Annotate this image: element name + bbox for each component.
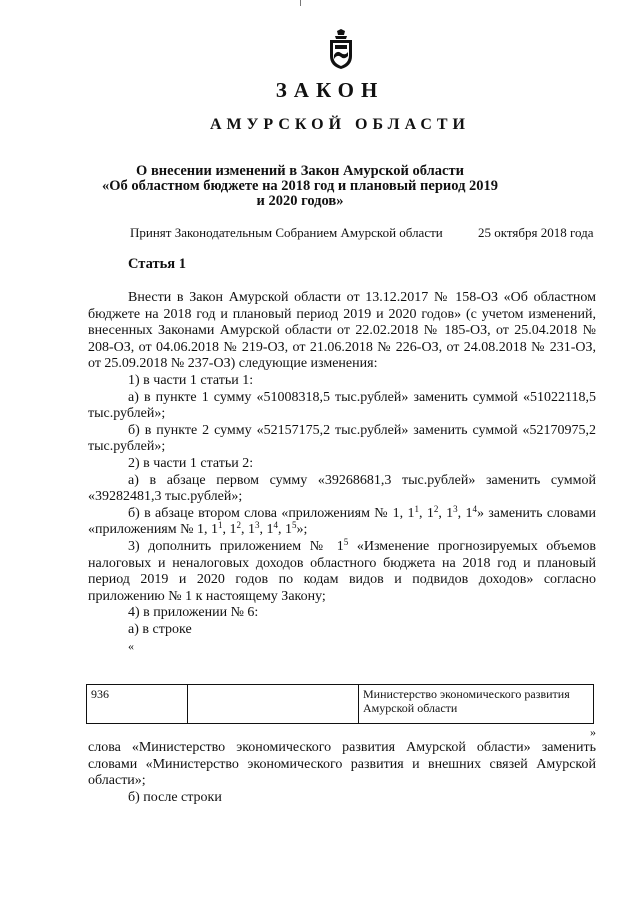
item-4a: а) в строке	[128, 621, 192, 637]
item-1a: а) в пункте 1 сумму «51008318,5 тыс.рублей» заменить суммой «51022118,5 тыс.рублей»;	[88, 389, 596, 422]
table-row	[87, 685, 594, 724]
item-3: 3) дополнить приложением № $1^5$ «Изменение прогнозируемых объемов налоговых и неналоговых доходов областного бюджета на 2018 год и плановый период 2019 и 2020 годов по кодам видов и подвидов доходов» согласно приложению № 1 к настоящему Закону;	[88, 536, 596, 604]
row-name: Министерство экономического развития Амурской области	[359, 685, 594, 724]
article-heading: Статья 1	[128, 256, 186, 272]
item-2b: б) в абзаце втором слова «приложениям № 1, $1^1$, $1^2$, $1^3$, $1^4$» заменить словами «приложениям № 1, $1^1$, $1^2$, $1^3$, $1^4$, $1^5$»;	[88, 503, 597, 538]
item-2: 2) в части 1 статьи 2:	[128, 455, 254, 471]
subject-line-2: «Об областном бюджете на 2018 год и плановый период 2019 и 2020 годов»	[101, 178, 499, 209]
coat-of-arms-icon	[326, 28, 356, 70]
adopted-date: 25 октября 2018 года	[478, 225, 594, 240]
quote-close-line	[88, 724, 596, 742]
region-title: АМУРСКОЙ ОБЛАСТИ	[210, 116, 470, 133]
adopted-by: Принят Законодательным Собранием Амурской области	[130, 225, 443, 240]
row-code: 936	[87, 685, 188, 724]
quote-close: »	[590, 725, 596, 739]
item-1: 1) в части 1 статьи 1:	[128, 372, 254, 388]
subject-line-1: О внесении изменений в Закон Амурской области	[136, 163, 464, 179]
article-body	[88, 290, 596, 655]
page-mark	[300, 0, 301, 6]
article-body-cont	[88, 740, 596, 806]
item-2a: а) в абзаце первом сумму «39268681,3 тыс.рублей» заменить суммой «39282481,3 тыс.рублей»;	[88, 472, 596, 505]
row-blank	[188, 685, 359, 724]
item-4b: б) после строки	[128, 789, 222, 805]
item-1b: б) в пункте 2 сумму «52157175,2 тыс.рублей» заменить суммой «52170975,2 тыс.рублей»;	[88, 422, 596, 455]
law-subject	[100, 164, 500, 209]
quote-open: «	[128, 639, 134, 654]
item-4: 4) в приложении № 6:	[128, 605, 259, 621]
law-title: ЗАКОН	[275, 78, 385, 102]
intro-paragraph: Внести в Закон Амурской области от 13.12.2017 № 158-ОЗ «Об областном бюджете на 2018 год и плановый период 2019 и 2020 годов» (с учетом изменений, внесенных Законами Амурской области от 22.02.2018 № 185-ОЗ, от 25.04.2018 № 208-ОЗ, от 04.06.2018 № 219-ОЗ, от 21.06.2018 № 226-ОЗ, от 24.08.2018 № 231-ОЗ, от 25.09.2018 № 237-ОЗ) следующие изменения:	[88, 290, 596, 372]
replace-paragraph: слова «Министерство экономического развития Амурской области» заменить словами «Министерство экономического развития и внешних связей Амурской области»;	[88, 740, 596, 789]
budget-row-table	[86, 684, 594, 724]
